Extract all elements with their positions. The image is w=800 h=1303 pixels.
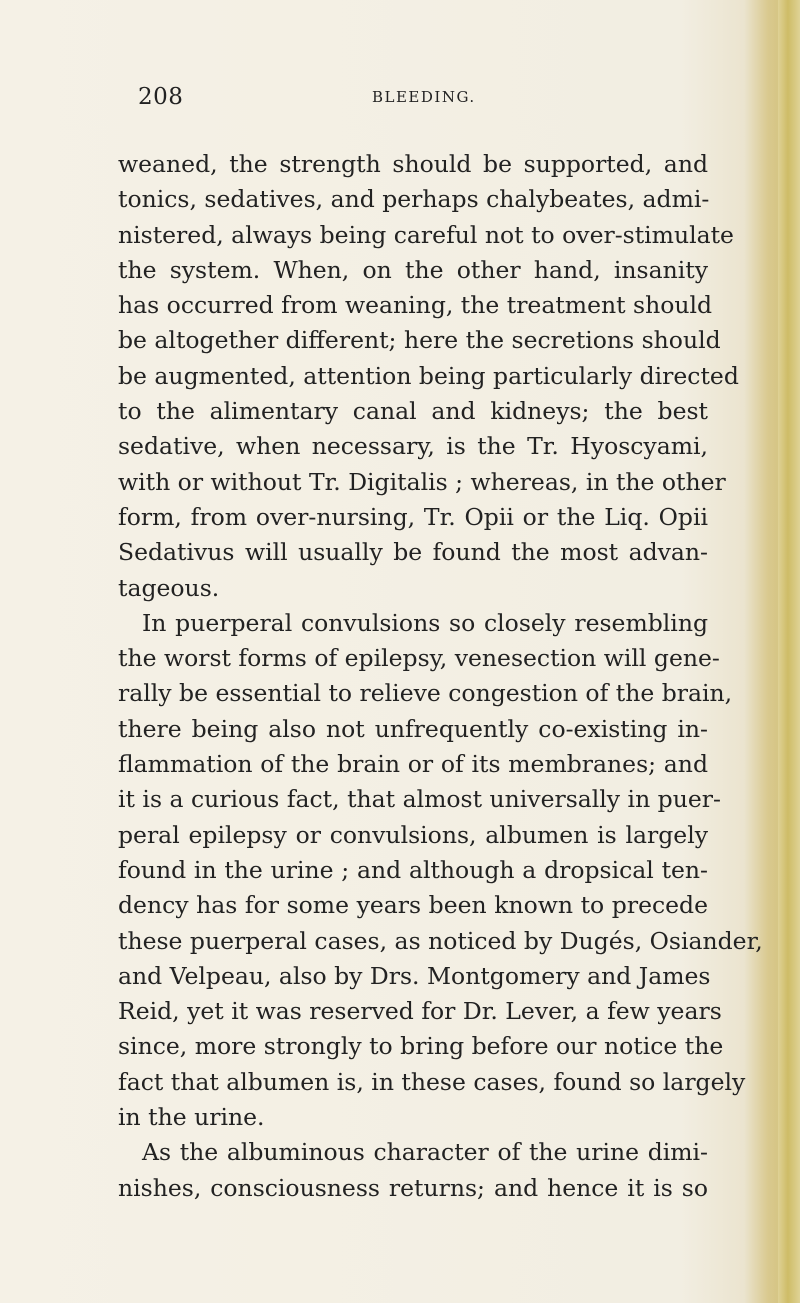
text-line: it is a curious fact, that almost universally in puer- — [118, 785, 721, 814]
text-line: fact that albumen is, in these cases, found so largely — [118, 1067, 746, 1096]
page-header — [138, 84, 698, 114]
text-line: and Velpeau, also by Drs. Montgomery and James — [118, 961, 711, 990]
text-line: Sedativus will usually be found the most advan- — [118, 538, 708, 567]
text-line: peral epilepsy or convulsions, albumen is largely — [118, 820, 708, 849]
text-line: be augmented, attention being particularly directed — [118, 361, 739, 390]
body-text — [118, 147, 763, 1206]
text-line: the system. When, on the other hand, insanity — [118, 255, 708, 284]
text-line: form, from over-nursing, Tr. Opii or the Liq. Opii — [118, 502, 708, 531]
text-line: there being also not unfrequently co-existing in- — [118, 714, 708, 743]
text-line: flammation of the brain or of its membranes; and — [118, 750, 708, 779]
text-line: dency has for some years been known to precede — [118, 891, 708, 920]
text-line: tonics, sedatives, and perhaps chalybeates, admi- — [118, 185, 710, 214]
text-line: sedative, when necessary, is the Tr. Hyoscyami, — [118, 432, 708, 461]
text-line: rally be essential to relieve congestion of the brain, — [118, 679, 733, 708]
text-line: to the alimentary canal and kidneys; the best — [118, 397, 708, 426]
text-line: nishes, consciousness returns; and hence it is so — [118, 1173, 708, 1202]
text-line: Reid, yet it was reserved for Dr. Lever, a few years — [118, 997, 722, 1026]
text-line: since, more strongly to bring before our notice the — [118, 1032, 724, 1061]
running-title: BLEEDING. — [372, 88, 476, 106]
paragraph-start-line: In puerperal convulsions so closely resembling — [142, 608, 708, 637]
text-line: tageous. — [118, 573, 220, 602]
paragraph-start-line: As the albuminous character of the urine dimi- — [142, 1138, 708, 1167]
text-line: weaned, the strength should be supported, and — [118, 150, 708, 178]
page-number: 208 — [138, 84, 184, 110]
text-line: with or without Tr. Digitalis ; whereas, in the other — [118, 467, 726, 496]
text-line: the worst forms of epilepsy, venesection will gene- — [118, 644, 720, 673]
text-line: be altogether different; here the secretions should — [118, 326, 721, 355]
text-line: has occurred from weaning, the treatment should — [118, 291, 713, 320]
text-line: nistered, always being careful not to over-stimulate — [118, 220, 734, 249]
page-edge — [778, 0, 800, 1303]
text-line: in the urine. — [118, 1103, 265, 1132]
text-line: these puerperal cases, as noticed by Dugés, Osiander, — [118, 926, 763, 955]
text-line: found in the urine ; and although a dropsical ten- — [118, 855, 708, 884]
